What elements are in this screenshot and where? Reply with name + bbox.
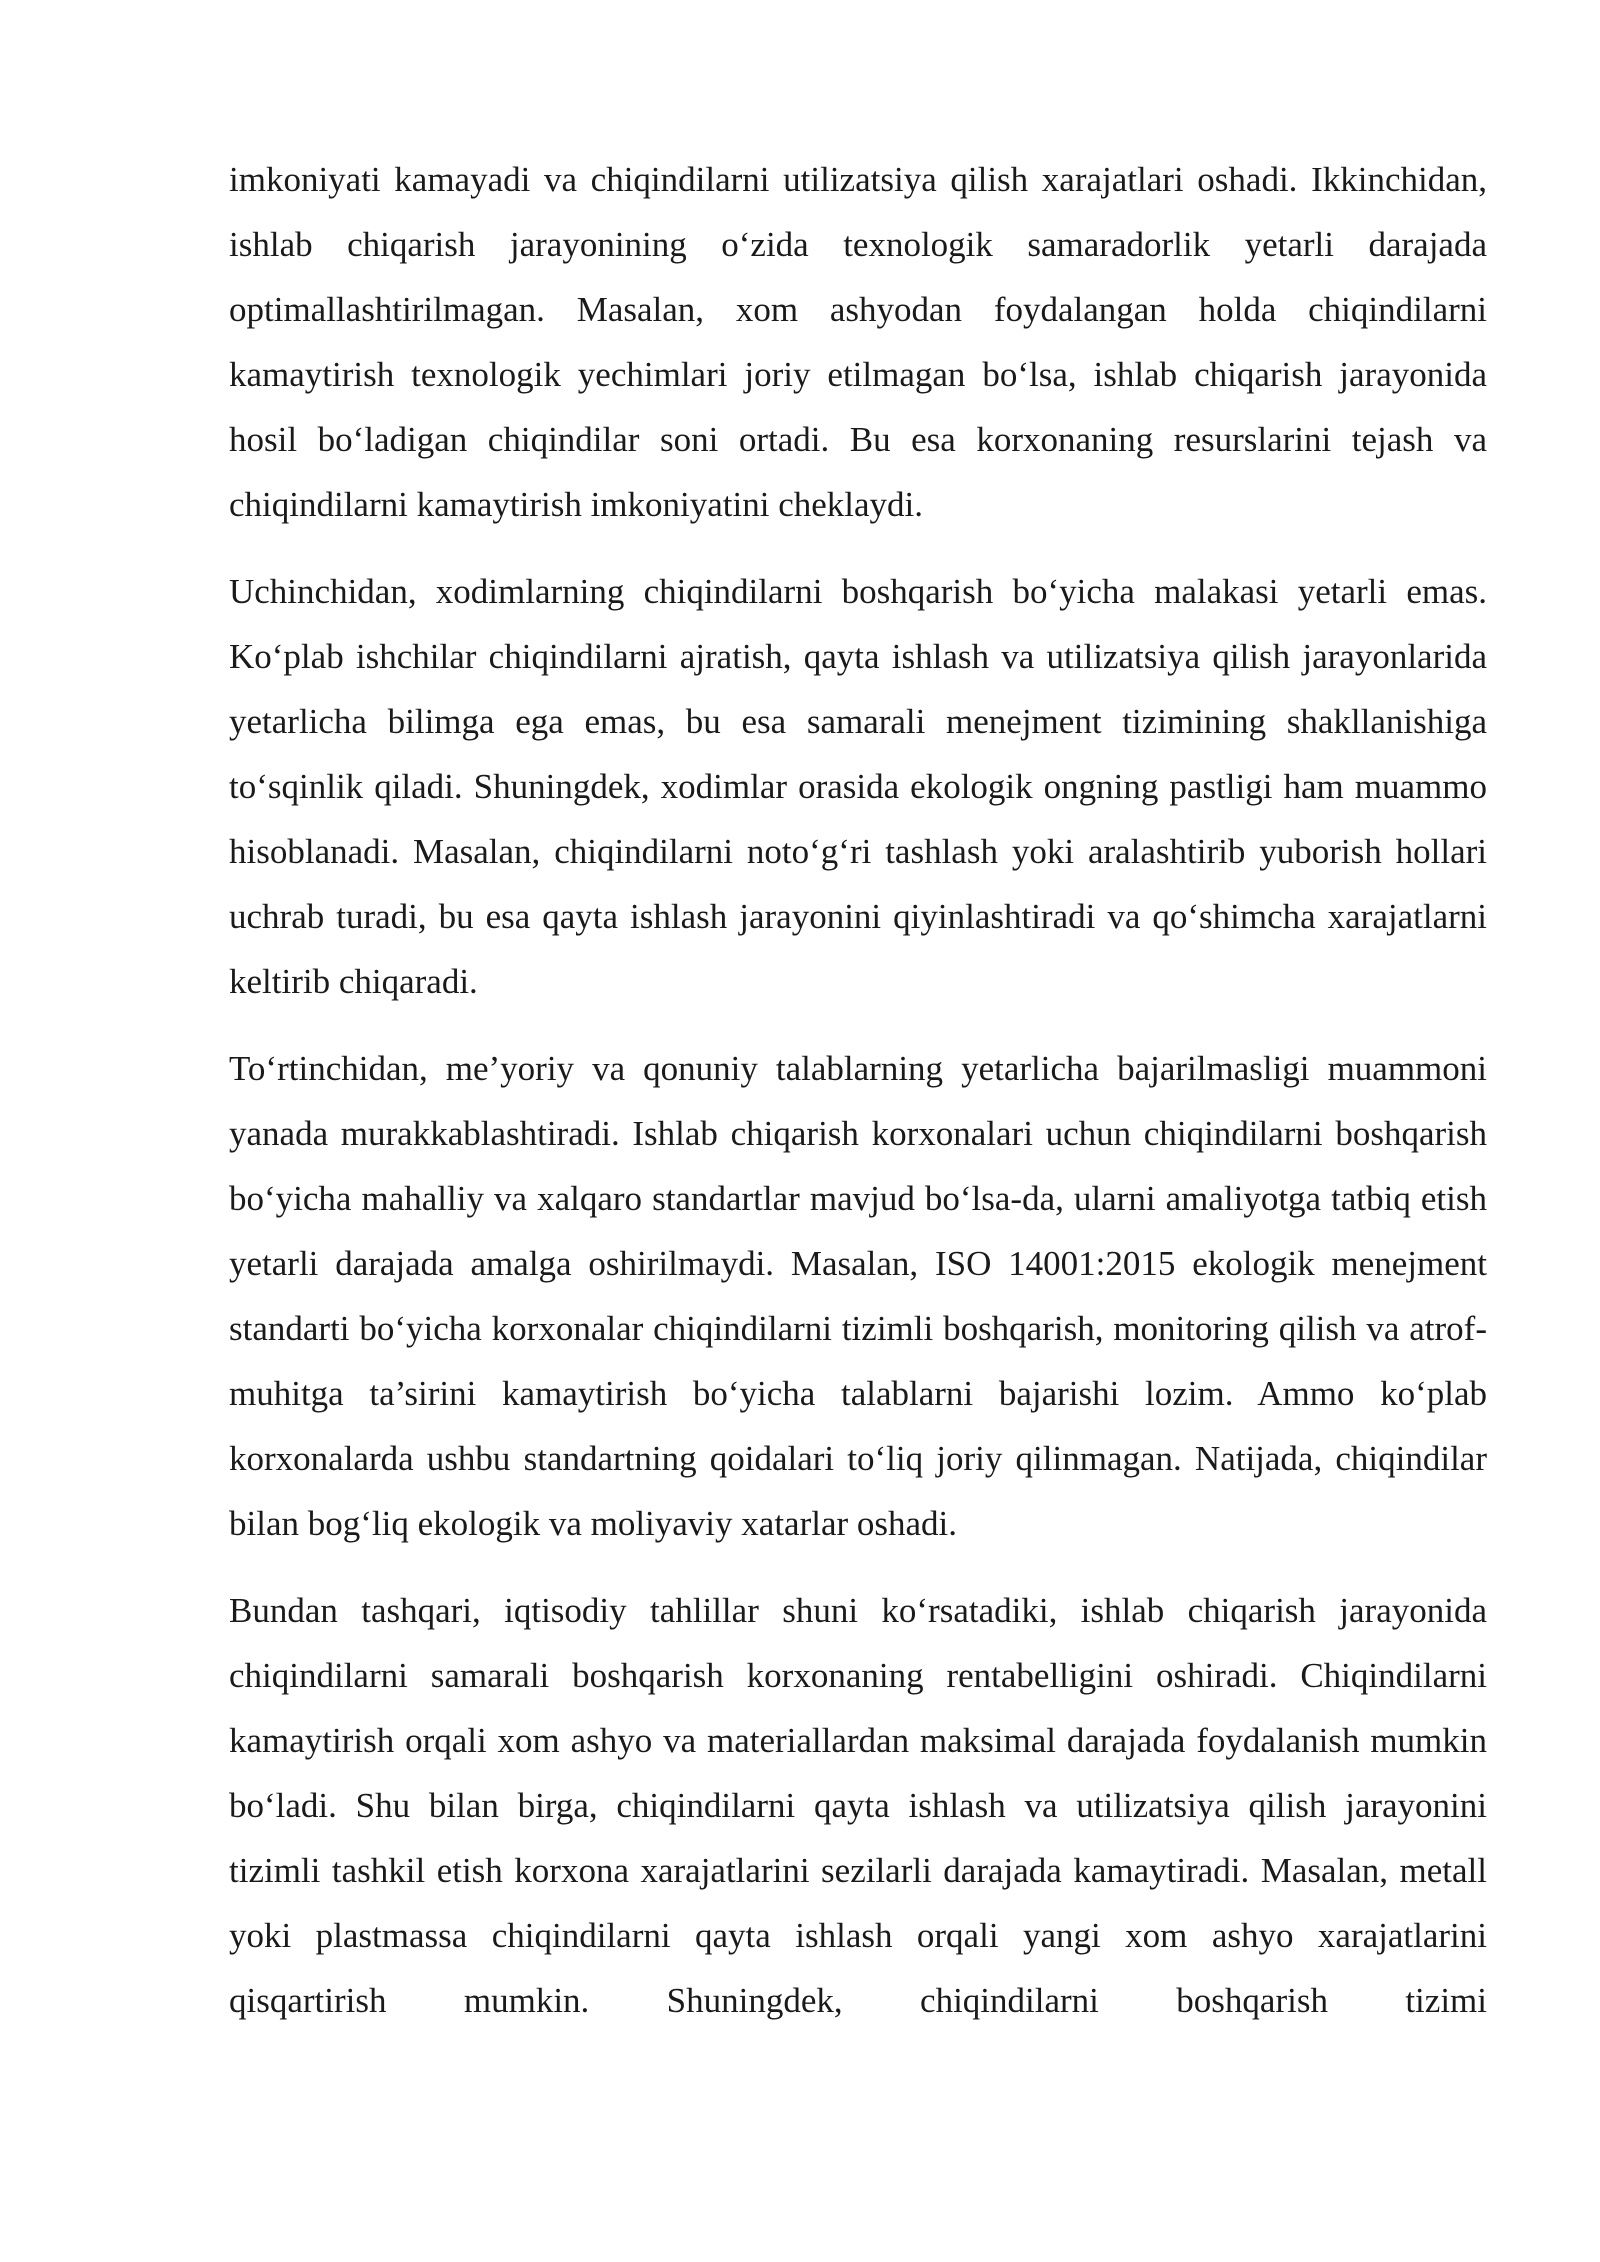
paragraph-2: Uchinchidan, xodimlarning chiqindilarni boshqarish bo‘yicha malakasi yetarli emas. Ko‘plab ishchilar chiqindilarni ajratish, qayta ishlash va utilizatsiya qilish jarayonlarida yetarlicha bilimga ega emas, bu esa samarali menejment tizimining shakllanishiga to‘sqinlik qiladi. Shuningdek, xodimlar orasida ekologik ongning pastligi ham muammo hisoblanadi. Masalan, chiqindilarni noto‘g‘ri tashlash yoki aralashtirib yuborish hollari uchrab turadi, bu esa qayta ishlash jarayonini qiyinlashtiradi va qo‘shimcha xarajatlarni keltirib chiqaradi. — [229, 572, 1487, 1001]
paragraph-4: Bundan tashqari, iqtisodiy tahlillar shuni ko‘rsatadiki, ishlab chiqarish jarayonida chiqindilarni samarali boshqarish korxonaning rentabelligini oshiradi. Chiqindilarni kamaytirish orqali xom ashyo va materiallardan maksimal darajada foydalanish mumkin bo‘ladi. Shu bilan birga, chiqindilarni qayta ishlash va utilizatsiya qilish jarayonini tizimli tashkil etish korxona xarajatlarini sezilarli darajada kamaytiradi. Masalan, metall yoki plastmassa chiqindilarni qayta ishlash orqali yangi xom ashyo xarajatlarini qisqartirish mumkin. Shuningdek, chiqindilarni boshqarish tizimi — [229, 1591, 1487, 2020]
paragraph-3: To‘rtinchidan, me’yoriy va qonuniy talablarning yetarlicha bajarilmasligi muammoni yanada murakkablashtiradi. Ishlab chiqarish korxonalari uchun chiqindilarni boshqarish bo‘yicha mahalliy va xalqaro standartlar mavjud bo‘lsa-da, ularni amaliyotga tatbiq etish yetarli darajada amalga oshirilmaydi. Masalan, ISO 14001:2015 ekologik menejment standarti bo‘yicha korxonalar chiqindilarni tizimli boshqarish, monitoring qilish va atrof-muhitga ta’sirini kamaytirish bo‘yicha talablarni bajarishi lozim. Ammo ko‘plab korxonalarda ushbu standartning qoidalari to‘liq joriy qilinmagan. Natijada, chiqindilar bilan bog‘liq ekologik va moliyaviy xatarlar oshadi. — [229, 1049, 1487, 1543]
paragraph-1: imkoniyati kamayadi va chiqindilarni utilizatsiya qilish xarajatlari oshadi. Ikkinchidan, ishlab chiqarish jarayonining o‘zida texnologik samaradorlik yetarli darajada optimallashtirilmagan. Masalan, xom ashyodan foydalangan holda chiqindilarni kamaytirish texnologik yechimlari joriy etilmagan bo‘lsa, ishlab chiqarish jarayonida hosil bo‘ladigan chiqindilar soni ortadi. Bu esa korxonaning resurslarini tejash va chiqindilarni kamaytirish imkoniyatini cheklaydi. — [229, 160, 1487, 524]
document-page — [229, 147, 1487, 2055]
